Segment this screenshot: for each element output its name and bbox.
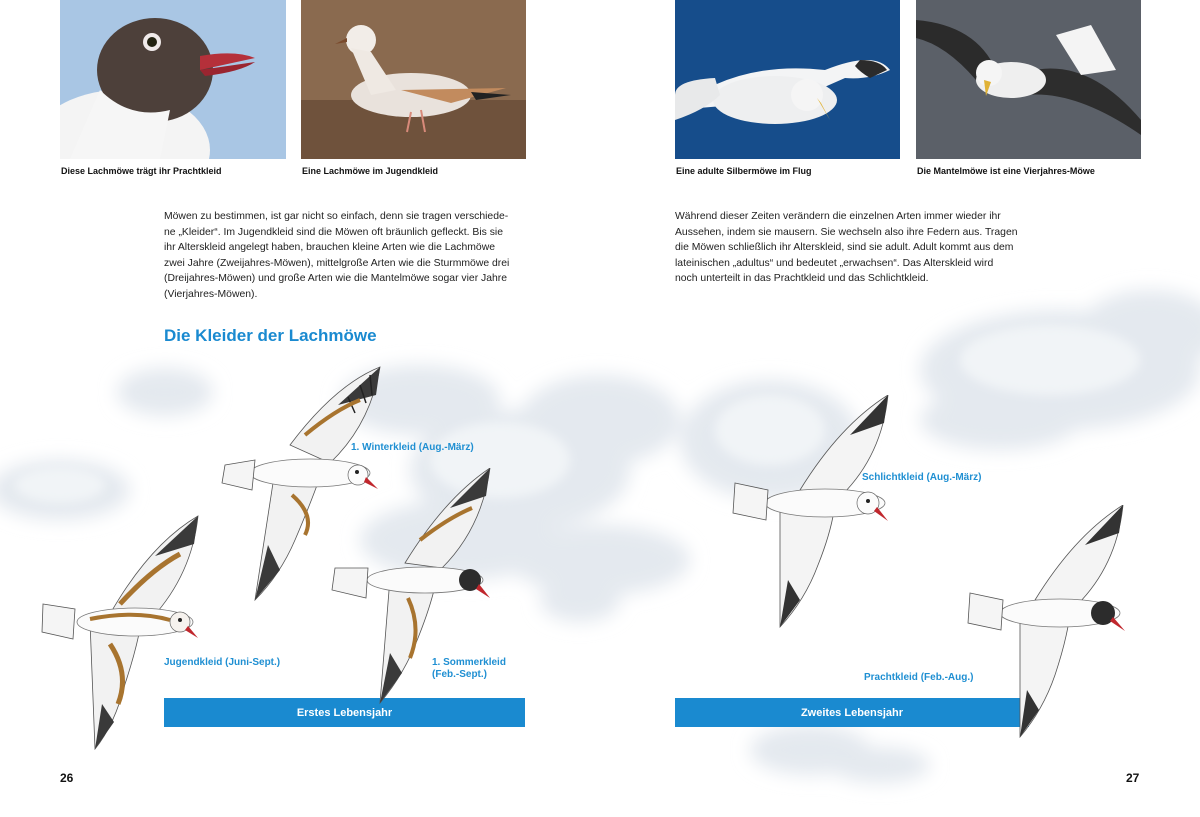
text-line: ihr Alterskleid angelegt haben, brauchen kleine Arten wie die Lachmöwe — [164, 242, 495, 254]
label-summer1-line2: (Feb.-Sept.) — [432, 669, 487, 680]
label-winter-adult: Schlichtkleid (Aug.-März) — [862, 472, 982, 483]
page-number-left: 26 — [60, 771, 74, 785]
text-line: zwei Jahre (Zweijahres-Möwen), mittelgroße Arten wie die Sturmmöwe drei — [164, 257, 510, 269]
label-summer1-line1: 1. Sommerkleid — [432, 657, 506, 668]
text-line: Möwen zu bestimmen, ist gar nicht so einfach, denn sie tragen verschiede- — [164, 211, 509, 222]
bar-second-year: Zweites Lebensjahr — [675, 698, 1029, 727]
photo-caption-4: Die Mantelmöwe ist eine Vierjahres-Möwe — [917, 166, 1095, 176]
photo-caption-1: Diese Lachmöwe trägt ihr Prachtkleid — [61, 166, 222, 176]
gull-illustration-juvenile — [40, 514, 210, 754]
photo-caption-3: Eine adulte Silbermöwe im Flug — [676, 166, 812, 176]
text-line: Während dieser Zeiten verändern die einzelnen Arten immer wieder ihr — [675, 211, 1001, 222]
gull-illustration-winter-adult — [730, 395, 900, 630]
intro-text-left — [164, 209, 509, 303]
label-summer1 — [432, 657, 506, 681]
photo-black-headed-gull-breeding — [60, 0, 286, 159]
text-line: die Möwen schließlich ihr Alterskleid, sind sie adult. Adult kommt aus dem — [675, 242, 1014, 254]
bar-first-year: Erstes Lebensjahr — [164, 698, 525, 727]
text-line: (Dreijahres-Möwen) und große Arten wie die Mantelmöwe sogar vier Jahre — [164, 273, 508, 285]
photo-caption-2: Eine Lachmöwe im Jugendkleid — [302, 166, 439, 176]
gull-illustration-breeding — [965, 505, 1135, 740]
text-line: ne „Kleider“. Im Jugendkleid sind die Möwen oft bräunlich gefleckt. Bis sie — [164, 226, 504, 238]
text-line: Aussehen, indem sie mausern. Sie wechseln also ihre Federn aus. Tragen — [675, 226, 1018, 238]
text-line: noch unterteilt in das Prachtkleid und das Schlichtkleid. — [675, 273, 929, 285]
section-heading: Die Kleider der Lachmöwe — [164, 326, 377, 345]
label-breeding: Prachtkleid (Feb.-Aug.) — [864, 672, 974, 683]
text-line: lateinischen „adultus“ und bedeutet „erwachsen“. Das Alterskleid wird — [675, 257, 994, 269]
label-winter1: 1. Winterkleid (Aug.-März) — [351, 442, 474, 453]
photo-great-black-backed-gull — [916, 0, 1141, 159]
text-line: (Vierjahres-Möwen). — [164, 288, 258, 300]
label-juvenile: Jugendkleid (Juni-Sept.) — [164, 657, 281, 668]
page-number-right: 27 — [1126, 771, 1140, 785]
photo-black-headed-gull-juvenile — [301, 0, 526, 159]
intro-text-right — [675, 209, 1018, 287]
photo-herring-gull-flight — [675, 0, 900, 159]
